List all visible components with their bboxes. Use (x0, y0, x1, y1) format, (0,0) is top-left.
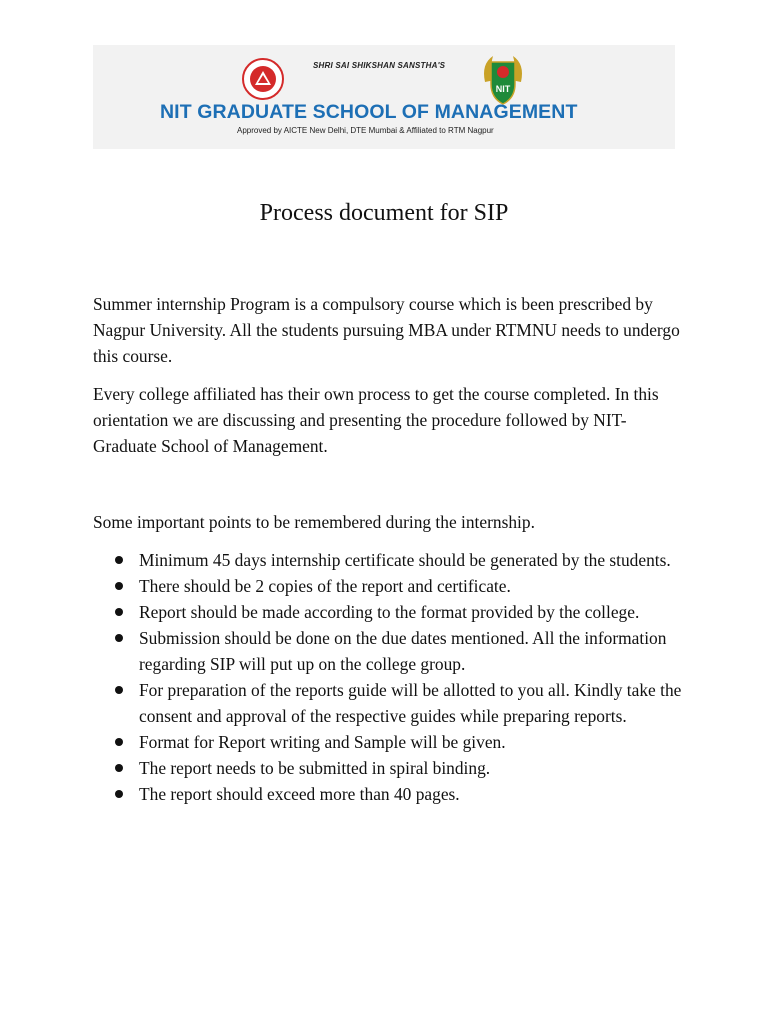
crest-text: NIT (495, 84, 511, 94)
nit-crest-logo (479, 52, 527, 108)
list-item (139, 573, 699, 599)
school-name: NIT GRADUATE SCHOOL OF MANAGEMENT (160, 101, 578, 123)
bullet-icon (115, 634, 123, 642)
bullet-icon (115, 764, 123, 772)
point-text: Format for Report writing and Sample will be given. (139, 732, 506, 752)
letterhead (93, 45, 675, 149)
point-text: The report needs to be submitted in spiral binding. (139, 758, 491, 778)
bullet-icon (115, 686, 123, 694)
list-item (139, 625, 699, 677)
list-item (139, 729, 699, 755)
list-item (139, 781, 699, 807)
point-text: Report should be made according to the format provided by the college. (139, 602, 640, 622)
bullet-icon (115, 790, 123, 798)
point-text: There should be 2 copies of the report and certificate. (139, 576, 511, 596)
point-text: For preparation of the reports guide will be allotted to you all. Kindly take the consent and approval of the respective guides while preparing reports. (139, 680, 682, 726)
point-text: The report should exceed more than 40 pages. (139, 784, 460, 804)
bullet-icon (115, 738, 123, 746)
list-item (139, 547, 699, 573)
intro-paragraph: Summer internship Program is a compulsory course which is been prescribed by Nagpur University. All the students pursuing MBA under RTMNU needs to undergo this course. (93, 294, 680, 366)
point-text: Submission should be done on the due dates mentioned. All the information regarding SIP will put up on the college group. (139, 628, 667, 674)
important-points-list (139, 547, 699, 807)
bullet-icon (115, 556, 123, 564)
approval-line: Approved by AICTE New Delhi, DTE Mumbai & Affiliated to RTM Nagpur (237, 126, 494, 135)
bullet-icon (115, 582, 123, 590)
points-intro: Some important points to be remembered during the internship. (93, 512, 535, 532)
list-item (139, 677, 699, 729)
bullet-icon (115, 608, 123, 616)
list-item (139, 599, 699, 625)
point-text: Minimum 45 days internship certificate should be generated by the students. (139, 550, 671, 570)
list-item (139, 755, 699, 781)
process-paragraph: Every college affiliated has their own process to get the course completed. In this orientation we are discussing and presenting the procedure followed by NIT-Graduate School of Management. (93, 384, 659, 456)
document-title: Process document for SIP (259, 200, 509, 226)
sanstha-seal-logo (242, 58, 284, 100)
sanstha-name: SHRI SAI SHIKSHAN SANSTHA'S (313, 61, 446, 70)
